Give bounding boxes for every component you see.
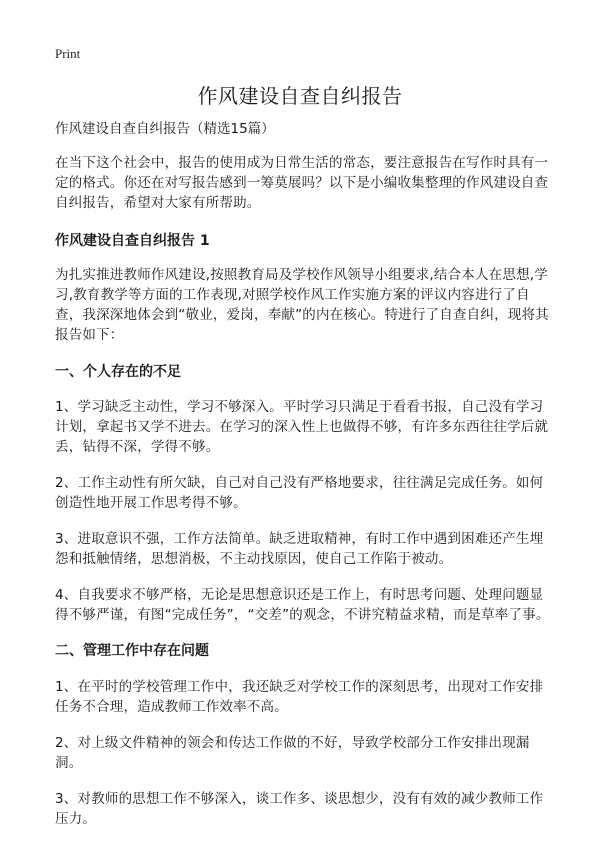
page-title: 作风建设自查自纠报告 <box>197 84 403 108</box>
list-item: 1、在平时的学校管理工作中，我还缺乏对学校工作的深刻思考，出现对工作安排任务不合理，造成教师工作效率不高。 <box>55 679 544 715</box>
list-item: 2、工作主动性有所欠缺，自己对自己没有严格地要求，往往满足完成任务。如何创造性地开展工作思考得不够。 <box>55 475 544 511</box>
report-heading: 作风建设自查自纠报告 1 <box>55 233 210 249</box>
document-body <box>55 119 555 845</box>
list-item: 3、进取意识不强，工作方法简单。缺乏进取精神，有时工作中遇到困难还产生埋怨和抵触情绪，思想消极，不主动找原因，使自己工作陷于被动。 <box>55 531 544 567</box>
print-link[interactable]: Print <box>55 46 81 61</box>
section-heading-personal: 一、个人存在的不足 <box>55 364 181 380</box>
list-item: 3、对教师的思想工作不够深入，谈工作多、谈思想少，没有有效的减少教师工作压力。 <box>55 791 544 827</box>
opening-paragraph: 为扎实推进教师作风建设,按照教育局及学校作风领导小组要求,结合本人在思想,学习,教育教学等方面的工作表现,对照学校作风工作实施方案的评议内容进行了自查，我深深地体会到“敬业，爱岗，奉献”的内在核心。特进行了自查自纠，现将其报告如下： <box>55 267 549 343</box>
list-item: 1、学习缺乏主动性，学习不够深入。平时学习只满足于看看书报，自己没有学习计划，拿起书又学不进去。在学习的深入性上也做得不够，有许多东西往往学后就丢，钻得不深，学得不够。 <box>55 399 549 455</box>
list-item: 4、自我要求不够严格，无论是思想意识还是工作上，有时思考问题、处理问题显得不够严谨，有图“完成任务”，“交差”的观念，不讲究精益求精，而是草率了事。 <box>55 587 550 623</box>
intro-paragraph: 在当下这个社会中，报告的使用成为日常生活的常态，要注意报告在写作时具有一定的格式。你还在对写报告感到一筹莫展吗？以下是小编收集整理的作风建设自查自纠报告，希望对大家有所帮助。 <box>55 155 549 211</box>
list-item: 2、对上级文件精神的领会和传达工作做的不好，导致学校部分工作安排出现漏洞。 <box>55 735 530 771</box>
section-heading-management: 二、管理工作中存在问题 <box>55 643 209 659</box>
document-subtitle: 作风建设自查自纠报告（精选15篇） <box>55 121 275 137</box>
